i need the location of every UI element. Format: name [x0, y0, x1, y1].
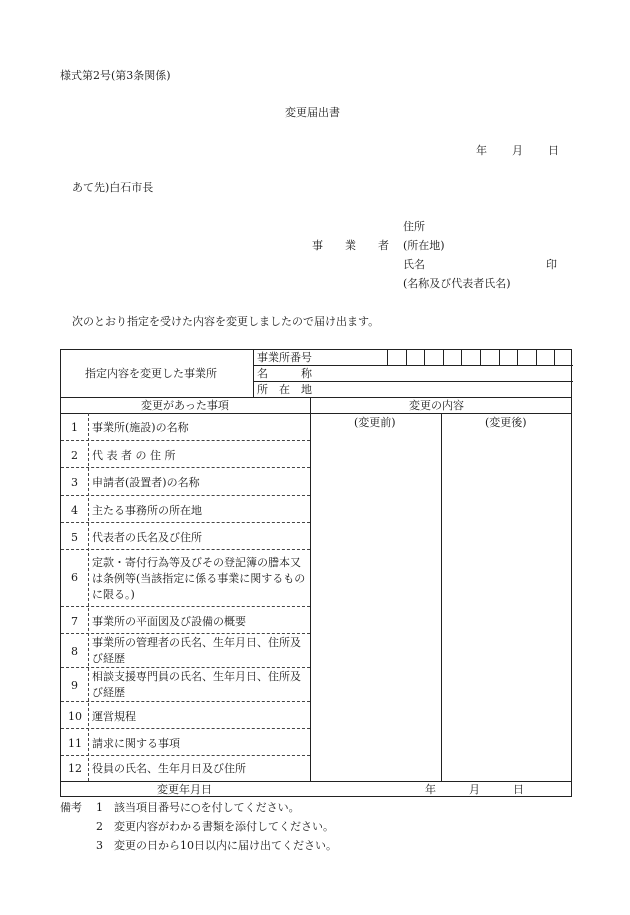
item-number: 7	[71, 615, 78, 628]
item-number: 5	[71, 531, 78, 544]
item-row-10	[61, 702, 310, 729]
change-table	[60, 397, 572, 797]
item-text: 代表者の氏名及び住所	[92, 531, 202, 544]
item-row-12	[61, 756, 310, 781]
office-number-label: 事業所番号	[257, 351, 312, 364]
note-number: 1	[96, 801, 103, 814]
after-label: (変更後)	[485, 416, 527, 429]
date-day-label: 日	[548, 144, 559, 157]
item-text: 事業所(施設)の名称	[92, 421, 189, 434]
item-row-1	[61, 413, 310, 441]
name-paren-label: (名称及び代表者氏名)	[403, 277, 511, 290]
item-text: 申請者(設置者)の名称	[92, 476, 200, 489]
intro-text: 次のとおり指定を受けた内容を変更しましたので届け出ます。	[72, 315, 380, 328]
addressee: あて先)白石市長	[72, 181, 154, 194]
before-label: (変更前)	[354, 416, 396, 429]
date-month-label: 月	[512, 144, 523, 157]
note-text: 該当項目番号に○を付してください。	[114, 801, 300, 814]
address-label: 住所	[403, 220, 425, 233]
address-paren-label: (所在地)	[403, 239, 445, 252]
item-number: 8	[71, 645, 78, 658]
note-text: 変更内容がわかる書類を添付してください。	[114, 820, 334, 833]
item-text: 運営規程	[92, 710, 136, 723]
note-number: 3	[96, 839, 103, 852]
item-row-2	[61, 441, 310, 468]
item-number: 1	[71, 421, 78, 434]
applicant-role: 事 業 者	[312, 239, 389, 252]
form-number: 様式第2号(第3条関係)	[60, 69, 171, 82]
office-number-boxes[interactable]	[387, 350, 573, 365]
change-date-value[interactable]: 年 月 日	[425, 783, 524, 796]
office-info-block	[60, 349, 572, 397]
item-text: 請求に関する事項	[92, 737, 180, 750]
item-row-8	[61, 634, 310, 668]
item-text: 役員の氏名、生年月日及び住所	[92, 762, 246, 775]
item-number: 10	[68, 710, 82, 723]
notes-heading: 備考	[60, 801, 82, 814]
change-date-label: 変更年月日	[157, 783, 212, 796]
item-text: 事業所の管理者の氏名、生年月日、住所及び経歴	[92, 636, 301, 665]
item-text: 代 表 者 の 住 所	[92, 449, 176, 462]
item-number: 11	[68, 737, 82, 750]
seal-mark: 印	[546, 258, 557, 271]
item-number: 6	[71, 571, 78, 584]
item-number: 4	[71, 504, 78, 517]
item-row-7	[61, 607, 310, 634]
facility-label: 指定内容を変更した事業所	[85, 367, 217, 380]
office-location-label: 所 在 地	[257, 383, 312, 396]
item-number: 9	[71, 679, 78, 692]
name-label: 氏名	[403, 258, 425, 271]
item-number: 2	[71, 449, 78, 462]
item-text: 事業所の平面図及び設備の概要	[92, 615, 246, 628]
item-row-5	[61, 523, 310, 550]
item-text: 定款・寄付行為等及びその登記簿の謄本又は条例等(当該指定に係る事業に関するものに限る。)	[92, 556, 306, 601]
item-number: 3	[71, 476, 78, 489]
page-title: 変更届出書	[285, 106, 340, 119]
item-row-6	[61, 550, 310, 607]
item-text: 主たる事務所の所在地	[92, 504, 202, 517]
item-number: 12	[68, 762, 82, 775]
col-items-header: 変更があった事項	[141, 399, 229, 412]
item-row-9	[61, 668, 310, 702]
item-text: 相談支援専門員の氏名、生年月日、住所及び経歴	[92, 670, 301, 699]
item-row-4	[61, 496, 310, 523]
note-number: 2	[96, 820, 103, 833]
note-text: 変更の日から10日以内に届け出てください。	[114, 839, 337, 852]
office-name-label: 名 称	[257, 367, 312, 380]
item-row-11	[61, 729, 310, 756]
item-row-3	[61, 468, 310, 496]
col-content-header: 変更の内容	[409, 399, 464, 412]
date-year-label: 年	[476, 144, 487, 157]
